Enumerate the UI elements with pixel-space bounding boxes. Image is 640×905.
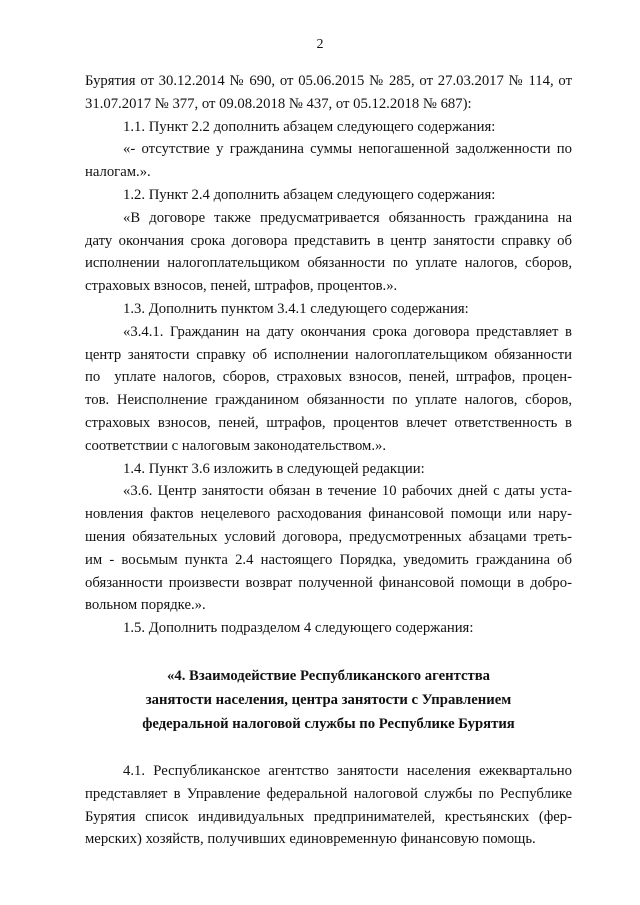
quote-1-1 (85, 138, 572, 184)
page-number: 2 (316, 37, 324, 52)
paragraph-4-1 (85, 760, 572, 851)
text-line: вольном порядке.». (85, 597, 206, 614)
text-line: обязанности произвести возврат полученной финансовой помощи в добро- (85, 574, 572, 591)
paragraph-1-1 (85, 116, 572, 139)
text-line: новления фактов нецелевого расходования финансовой помощи или нару- (85, 506, 572, 523)
section-heading (85, 664, 572, 736)
text-line: 1.2. Пункт 2.4 дополнить абзацем следующего содержания: (123, 186, 496, 203)
text-line: страховых взносов, пеней, штрафов, процентов.». (85, 278, 398, 295)
paragraph-1-2 (85, 184, 572, 207)
text-line: Бурятия от 30.12.2014 № 690, от 05.06.2015 № 285, от 27.03.2017 № 114, от (85, 73, 572, 89)
quote-1-2 (85, 207, 572, 298)
text-line: Бурятия список индивидуальных предпринимателей, крестьянских (фер- (85, 808, 572, 825)
text-line: 1.1. Пункт 2.2 дополнить абзацем следующего содержания: (123, 118, 496, 135)
text-line: исполнении налогоплательщиком обязанности по уплате налогов, сборов, (85, 255, 572, 272)
text-line: им - восьмым пункта 2.4 настоящего Порядка, уведомить гражданина об (85, 551, 572, 568)
text-line: 1.3. Дополнить пунктом 3.4.1 следующего содержания: (123, 300, 469, 317)
heading-line: «4. Взаимодействие Республиканского агентства (167, 667, 490, 684)
text-line: 31.07.2017 № 377, от 09.08.2018 № 437, от 05.12.2018 № 687): (85, 95, 472, 112)
document-body (85, 70, 572, 851)
text-line: мерских) хозяйств, получивших единовременную финансовую помощь. (85, 831, 536, 848)
text-line: тов. Неисполнение гражданином обязанности по уплате налогов, сборов, (85, 392, 572, 409)
text-line: центр занятости справку об исполнении налогоплательщиком обязанности (85, 346, 572, 363)
text-line: «3.6. Центр занятости обязан в течение 10 рабочих дней с даты уста- (123, 483, 572, 500)
text-line: по уплате налогов, сборов, страховых взносов, пеней, штрафов, процен- (85, 369, 572, 386)
paragraph-1-4 (85, 458, 572, 481)
text-line: «В договоре также предусматривается обязанность гражданина на (123, 209, 572, 226)
paragraph-1-5 (85, 617, 572, 640)
text-line: «- отсутствие у гражданина суммы непогашенной задолженности по (123, 141, 572, 158)
quote-1-4 (85, 480, 572, 617)
text-line: шения обязательных условий договора, предусмотренных абзацами треть- (85, 528, 572, 545)
text-line: соответствии с налоговым законодательством.». (85, 437, 387, 454)
paragraph-1-3 (85, 298, 572, 321)
intro-paragraph (85, 70, 572, 116)
text-line: дату окончания срока договора представить в центр занятости справку об (85, 232, 572, 249)
text-line: 1.5. Дополнить подразделом 4 следующего содержания: (123, 620, 474, 637)
heading-line: занятости населения, центра занятости с Управлением (145, 691, 512, 708)
text-line: «3.4.1. Гражданин на дату окончания срока договора представляет в (123, 323, 572, 340)
quote-1-3 (85, 321, 572, 458)
heading-line: федеральной налоговой службы по Республике Бурятия (142, 715, 515, 732)
text-line: представляет в Управление федеральной налоговой службы по Республике (85, 785, 572, 802)
text-line: 4.1. Республиканское агентство занятости населения ежеквартально (123, 762, 572, 779)
text-line: страховых взносов, пеней, штрафов, процентов влечет ответственность в (85, 414, 572, 431)
text-line: налогам.». (85, 164, 151, 181)
text-line: 1.4. Пункт 3.6 изложить в следующей редакции: (123, 460, 425, 477)
